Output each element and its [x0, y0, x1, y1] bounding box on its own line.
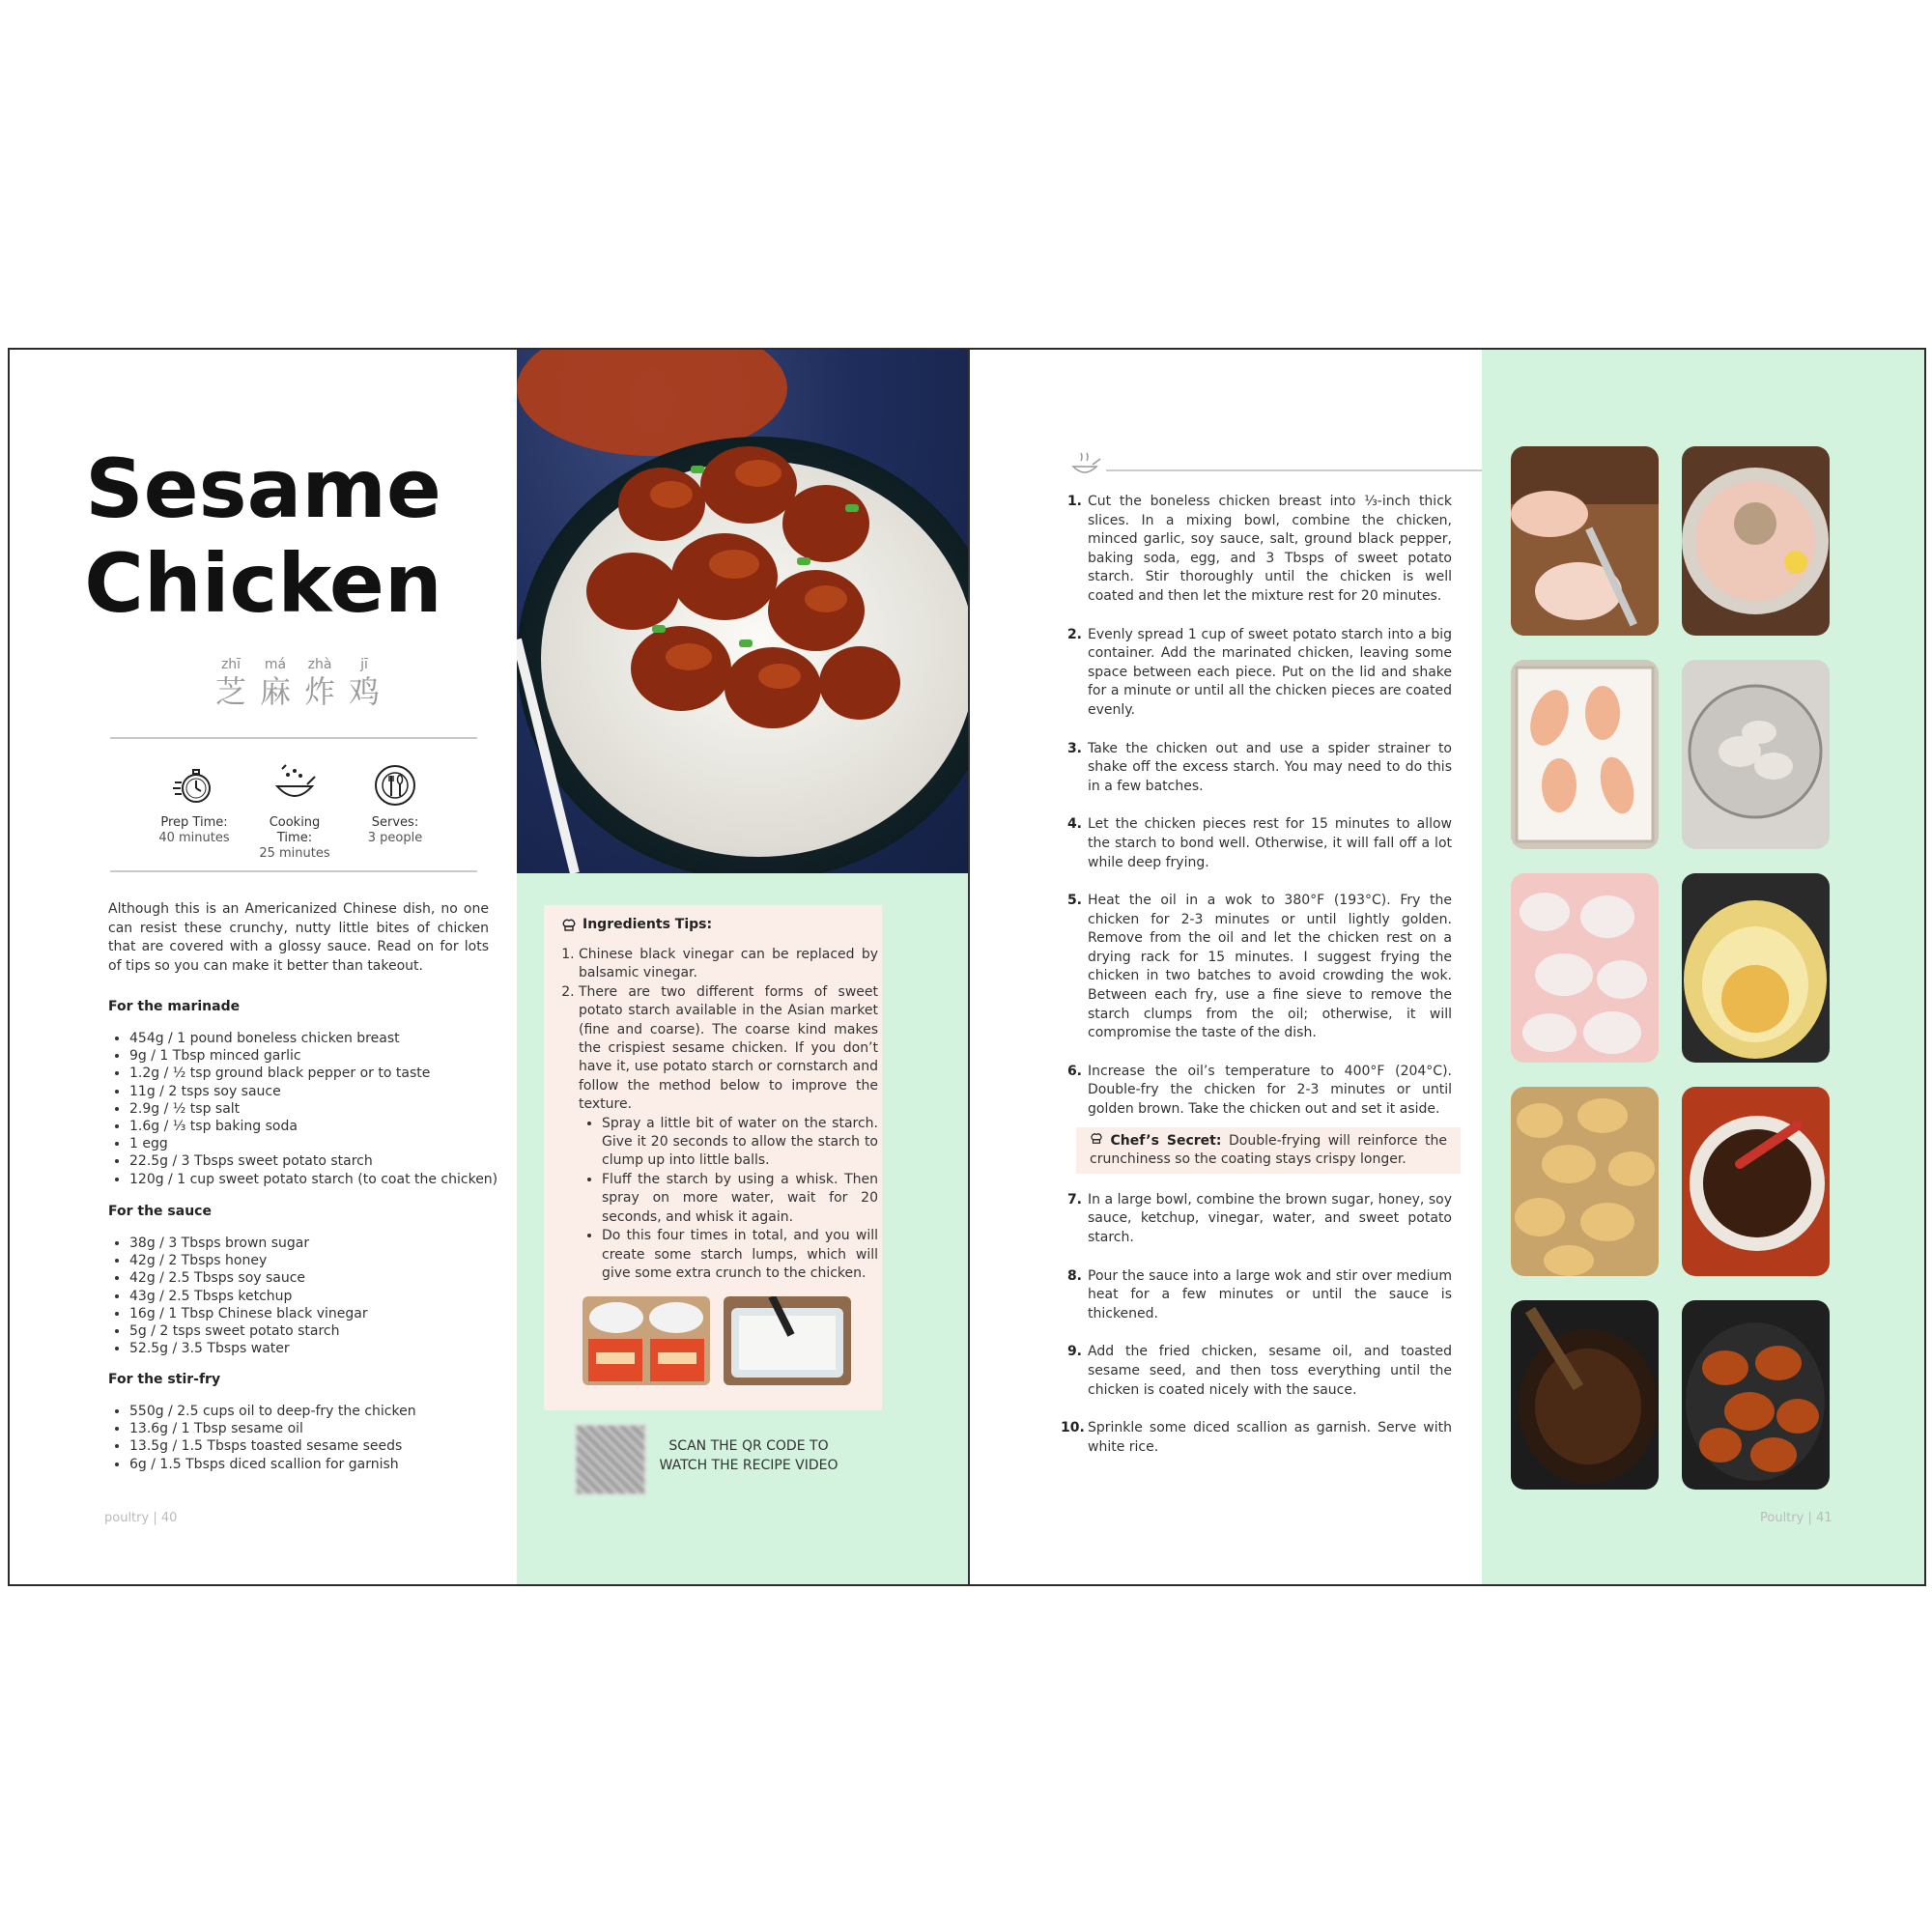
ingredient: • 22.5g / 3 Tbsps sweet potato starch: [129, 1152, 526, 1170]
divider-bottom: [110, 870, 477, 872]
ingredient: • 9g / 1 Tbsp minced garlic: [129, 1047, 526, 1065]
meta-label: Cooking Time:: [269, 815, 321, 845]
step-text: Cut the boneless chicken breast into ⅓-inch thick slices. In a mixing bowl, combine the chicken, minced garlic, soy sauce, salt, ground black pepper, baking soda, egg, and 3 Tbsps of sweet potato starch. Stir thoroughly until the chicken is well coated and then let the mixture rest for 20 minutes.: [1088, 494, 1452, 604]
stirfry-heading: For the stir-fry: [108, 1372, 221, 1387]
ingredients-tips-box: [544, 905, 882, 1410]
step-item: [1061, 1063, 1452, 1120]
hanzi: 鸡: [348, 673, 380, 710]
ingredient: • 1 egg: [129, 1135, 526, 1152]
tips-column: [517, 350, 968, 1584]
step-text: Sprinkle some diced scallion as garnish. Serve with white rice.: [1088, 1420, 1452, 1455]
hero-photo: [517, 350, 968, 873]
ingredient: • 13.6g / 1 Tbsp sesame oil: [129, 1420, 526, 1437]
tip-text: Chinese black vinegar can be replaced by balsamic vinegar.: [579, 947, 878, 981]
starch-bags-image: [582, 1296, 710, 1385]
cooking-time: [250, 763, 339, 862]
ingredient: • 120g / 1 cup sweet potato starch (to coat the chicken): [129, 1171, 526, 1188]
ingredient: • 2.9g / ½ tsp salt: [129, 1100, 526, 1118]
sauce-heading: For the sauce: [108, 1204, 212, 1219]
step-photo-coating: [1511, 660, 1659, 849]
step-number: 7.: [1066, 1191, 1082, 1208]
ingredient: • 42g / 2.5 Tbsps soy sauce: [129, 1269, 526, 1287]
step-text: Heat the oil in a wok to 380°F (193°C). Fry the chicken for 2-3 minutes or until lightly golden. Remove from the oil and let the chicken rest on a drying rack for 15 minutes. I suggest frying the chicken in two batches to avoid crowding the wok. Between each fry, use a fine sieve to remove the starch clumps from the oil; otherwise, it will compromise the taste of the dish.: [1088, 893, 1452, 1041]
hanzi: 芝: [214, 673, 246, 710]
qr-caption-line-2: WATCH THE RECIPE VIDEO: [659, 1458, 838, 1473]
tip-item: [579, 946, 878, 983]
step-photo-resting: [1511, 873, 1659, 1063]
step-number: 6.: [1066, 1063, 1082, 1079]
chinese-name: [213, 657, 383, 711]
ingredient: • 38g / 3 Tbsps brown sugar: [129, 1235, 526, 1252]
step-text: Evenly spread 1 cup of sweet potato starch into a big container. Add the marinated chicken, leaving some space between each piece. Put on the lid and shake for a minute or until all the chicken pieces are coated evenly.: [1088, 626, 1452, 718]
title-line-2: Chicken: [84, 536, 442, 631]
chef-hat-icon: [1090, 1131, 1103, 1145]
wok-icon: [272, 763, 317, 808]
sauce-bowl-image: [1682, 1087, 1830, 1276]
marinade-heading: For the marinade: [108, 999, 241, 1014]
fried-chicken-image: [1511, 1087, 1659, 1276]
wok-divider: [1071, 451, 1482, 480]
sauce-list: [108, 1235, 526, 1357]
slicing-chicken-image: [1511, 446, 1659, 636]
starch-tray-image: [724, 1296, 851, 1385]
marinade-list: [108, 1030, 526, 1188]
qr-caption-line-1: SCAN THE QR CODE TO: [668, 1438, 829, 1454]
ingredient: • 16g / 1 Tbsp Chinese black vinegar: [129, 1305, 526, 1322]
pinyin: jī: [360, 657, 368, 672]
starch-tray-photo: [724, 1296, 851, 1385]
step-number: 2.: [1066, 626, 1082, 642]
ingredient: • 13.5g / 1.5 Tbsps toasted sesame seeds: [129, 1437, 526, 1455]
recipe-meta: [150, 763, 440, 862]
meta-value: 40 minutes: [158, 831, 230, 845]
ingredient: • 550g / 2.5 cups oil to deep-fry the chicken: [129, 1403, 526, 1420]
divider-top: [110, 737, 477, 739]
step-photo-grid: [1511, 446, 1830, 1490]
step-photo-sauce: [1682, 1087, 1830, 1276]
hanzi: 炸: [303, 673, 335, 710]
step-text: Take the chicken out and use a spider strainer to shake off the excess starch. You may need to do this in a few batches.: [1088, 740, 1452, 794]
chinese-char: [346, 657, 383, 711]
tips-heading: [561, 917, 712, 932]
step-number: 9.: [1066, 1344, 1082, 1360]
serves: [351, 763, 440, 862]
starch-bags-photo: [582, 1296, 710, 1385]
cookbook-spread: [8, 348, 1926, 1586]
step-number: 1.: [1066, 494, 1082, 509]
pinyin: má: [264, 657, 287, 672]
page-number-left: poultry | 40: [104, 1511, 178, 1525]
step-item: [1061, 1191, 1452, 1248]
ingredient: • 454g / 1 pound boneless chicken breast: [129, 1030, 526, 1047]
step-item: [1061, 1343, 1452, 1400]
step-text: Increase the oil’s temperature to 400°F (204°C). Double-fry the chicken for 2-3 minutes or until golden brown. Take the chicken out and set it aside.: [1088, 1063, 1452, 1118]
recipe-info-column: [10, 350, 517, 1584]
step-number: 4.: [1066, 816, 1082, 833]
tips-photos: [582, 1296, 851, 1385]
chef-secret-text: Double-frying will reinforce the crunchiness so the coating stays crispy longer.: [1090, 1132, 1447, 1168]
step-text: Add the fried chicken, sesame oil, and toasted sesame seed, and then toss everything until the chicken is coated nicely with the sauce.: [1088, 1344, 1452, 1398]
ingredient: • 1.6g / ⅓ tsp baking soda: [129, 1118, 526, 1135]
step-item: [1061, 1267, 1452, 1324]
marinating-chicken-image: [1682, 446, 1830, 636]
ingredient: • 42g / 2 Tbsps honey: [129, 1252, 526, 1269]
step-photo-marinating: [1682, 446, 1830, 636]
step-photo-slicing: [1511, 446, 1659, 636]
step-text: Let the chicken pieces rest for 15 minutes to allow the starch to bond well. Otherwise, it will fall off a lot while deep frying.: [1088, 816, 1452, 870]
step-number: 5.: [1066, 893, 1082, 909]
hanzi: 麻: [259, 673, 291, 710]
sesame-chicken-photo: [517, 350, 968, 873]
step-photo-sieving: [1682, 660, 1830, 849]
meta-value: 3 people: [367, 831, 423, 845]
recipe-title: [10, 441, 517, 631]
sieving-chicken-image: [1682, 660, 1830, 849]
tip-sublist: [579, 1115, 878, 1284]
meta-value: 25 minutes: [259, 846, 330, 861]
right-page: [968, 350, 1924, 1584]
ingredient: • 52.5g / 3.5 Tbsps water: [129, 1340, 526, 1357]
chef-hat-icon: [561, 917, 577, 932]
chinese-char: [257, 657, 294, 711]
step-photos-column: [1482, 350, 1926, 1584]
page-number-right: Poultry | 41: [1760, 1511, 1833, 1525]
meta-label: Prep Time:: [160, 815, 228, 830]
step-text: In a large bowl, combine the brown sugar, honey, soy sauce, ketchup, vinegar, water, and sweet potato starch.: [1088, 1191, 1452, 1245]
chef-secret-box: [1076, 1127, 1461, 1174]
tip-text: There are two different forms of sweet potato starch available in the Asian market (fine and coarse). The coarse kind makes the crispiest sesame chicken. If you don’t have it, use potato starch or cornstarch and follow the method below to improve the texture.: [579, 983, 878, 1113]
step-item: [1061, 1419, 1452, 1457]
chef-secret-item: [1061, 1127, 1452, 1174]
step-number: 10.: [1061, 1420, 1085, 1436]
tips-list: [557, 946, 878, 1283]
qr-caption: [652, 1436, 845, 1475]
step-item: [1061, 892, 1452, 1043]
recipe-intro: Although this is an Americanized Chinese dish, no one can resist these crunchy, nutty little bites of chicken that are covered with a glossy sauce. Read on for lots of tips so you can make it better than takeout.: [108, 901, 489, 974]
ingredient: • 1.2g / ½ tsp ground black pepper or to taste: [129, 1065, 526, 1082]
step-photo-fried: [1511, 1087, 1659, 1276]
tip-subitem: • Fluff the starch by using a whisk. Then spray on more water, wait for 20 seconds, and whisk it again.: [602, 1171, 878, 1227]
chinese-char: [301, 657, 338, 711]
step-photo-tossing: [1682, 1300, 1830, 1490]
left-page: [10, 350, 968, 1584]
step-photo-thickening: [1511, 1300, 1659, 1490]
resting-chicken-image: [1511, 873, 1659, 1063]
title-line-1: Sesame: [85, 441, 441, 536]
coating-starch-image: [1511, 660, 1659, 849]
ingredient: • 43g / 2.5 Tbsps ketchup: [129, 1288, 526, 1305]
stopwatch-icon: [172, 763, 216, 808]
steps-list: [1061, 493, 1452, 1457]
instructions-column: [970, 350, 1482, 1584]
step-item: [1061, 740, 1452, 797]
step-number: 3.: [1066, 740, 1082, 756]
step-item: [1061, 815, 1452, 872]
stirfry-list: [108, 1403, 526, 1473]
qr-code[interactable]: [575, 1424, 646, 1495]
ingredient: • 6g / 1.5 Tbsps diced scallion for garnish: [129, 1456, 526, 1473]
chef-secret-label: Chef’s Secret:: [1110, 1132, 1222, 1149]
step-item: [1061, 626, 1452, 721]
step-item: [1061, 493, 1452, 607]
tip-subitem: • Do this four times in total, and you will create some starch lumps, which will give some extra crunch to the chicken.: [602, 1227, 878, 1283]
tip-item: [579, 983, 878, 1284]
tips-title: Ingredients Tips:: [582, 917, 713, 932]
pinyin: zhī: [220, 657, 242, 672]
tossing-chicken-image: [1682, 1300, 1830, 1490]
prep-time: [150, 763, 239, 862]
step-number: 8.: [1066, 1267, 1082, 1284]
thickening-sauce-image: [1511, 1300, 1659, 1490]
wok-icon: [1073, 453, 1100, 472]
ingredient: • 11g / 2 tsps soy sauce: [129, 1083, 526, 1100]
ingredient: • 5g / 2 tsps sweet potato starch: [129, 1322, 526, 1340]
chinese-char: [213, 657, 249, 711]
step-text: Pour the sauce into a large wok and stir over medium heat for a few minutes or until the sauce is thickened.: [1088, 1267, 1452, 1321]
frying-oil-image: [1682, 873, 1830, 1063]
meta-label: Serves:: [371, 815, 419, 830]
pinyin: zhà: [307, 657, 332, 672]
step-photo-frying: [1682, 873, 1830, 1063]
plate-cutlery-icon: [373, 763, 417, 808]
tip-subitem: • Spray a little bit of water on the starch. Give it 20 seconds to allow the starch to clump up into little balls.: [602, 1115, 878, 1171]
